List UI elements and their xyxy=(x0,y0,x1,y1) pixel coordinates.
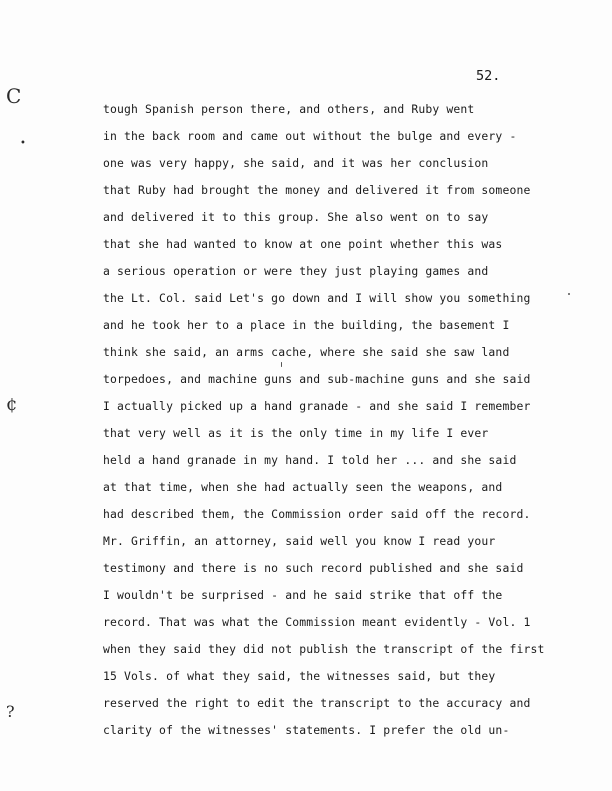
margin-dot-icon: • xyxy=(20,138,26,149)
text-line: record. That was what the Commission meant evidently - Vol. 1 xyxy=(103,615,531,629)
margin-mark-bottom: ? xyxy=(6,702,15,721)
text-line: I wouldn't be surprised - and he said strike that off the xyxy=(103,588,503,602)
text-line: that Ruby had brought the money and delivered it from someone xyxy=(103,183,531,197)
text-line: had described them, the Commission order said off the record. xyxy=(103,507,531,521)
text-line: think she said, an arms cache, where she said she saw land xyxy=(103,345,510,359)
text-line: clarity of the witnesses' statements. I prefer the old un- xyxy=(103,723,510,737)
text-line: when they said they did not publish the transcript of the first xyxy=(103,642,545,656)
text-line: held a hand granade in my hand. I told her ... and she said xyxy=(103,453,517,467)
text-line: and he took her to a place in the building, the basement I xyxy=(103,318,510,332)
text-line: testimony and there is no such record published and she said xyxy=(103,561,524,575)
text-line: one was very happy, she said, and it was her conclusion xyxy=(103,156,489,170)
text-line: that very well as it is the only time in my life I ever xyxy=(103,426,489,440)
text-line: the Lt. Col. said Let's go down and I will show you something xyxy=(103,291,531,305)
text-line: reserved the right to edit the transcript to the accuracy and xyxy=(103,696,531,710)
text-line: Mr. Griffin, an attorney, said well you know I read your xyxy=(103,534,496,548)
text-line: 15 Vols. of what they said, the witnesses said, but they xyxy=(103,669,496,683)
text-line: torpedoes, and machine guns and sub-machine guns and she said xyxy=(103,372,531,386)
text-line: and delivered it to this group. She also went on to say xyxy=(103,210,489,224)
text-line: I actually picked up a hand granade - and she said I remember xyxy=(103,399,531,413)
text-line: a serious operation or were they just playing games and xyxy=(103,264,489,278)
text-line: tough Spanish person there, and others, and Ruby went xyxy=(103,102,475,116)
page-number: 52. xyxy=(476,68,501,84)
text-line: at that time, when she had actually seen the weapons, and xyxy=(103,480,503,494)
body-text xyxy=(103,96,573,744)
margin-mark-top: C xyxy=(6,84,22,108)
text-line: that she had wanted to know at one point whether this was xyxy=(103,237,503,251)
margin-mark-middle: ¢ xyxy=(6,394,18,415)
text-line: in the back room and came out without the bulge and every - xyxy=(103,129,517,143)
